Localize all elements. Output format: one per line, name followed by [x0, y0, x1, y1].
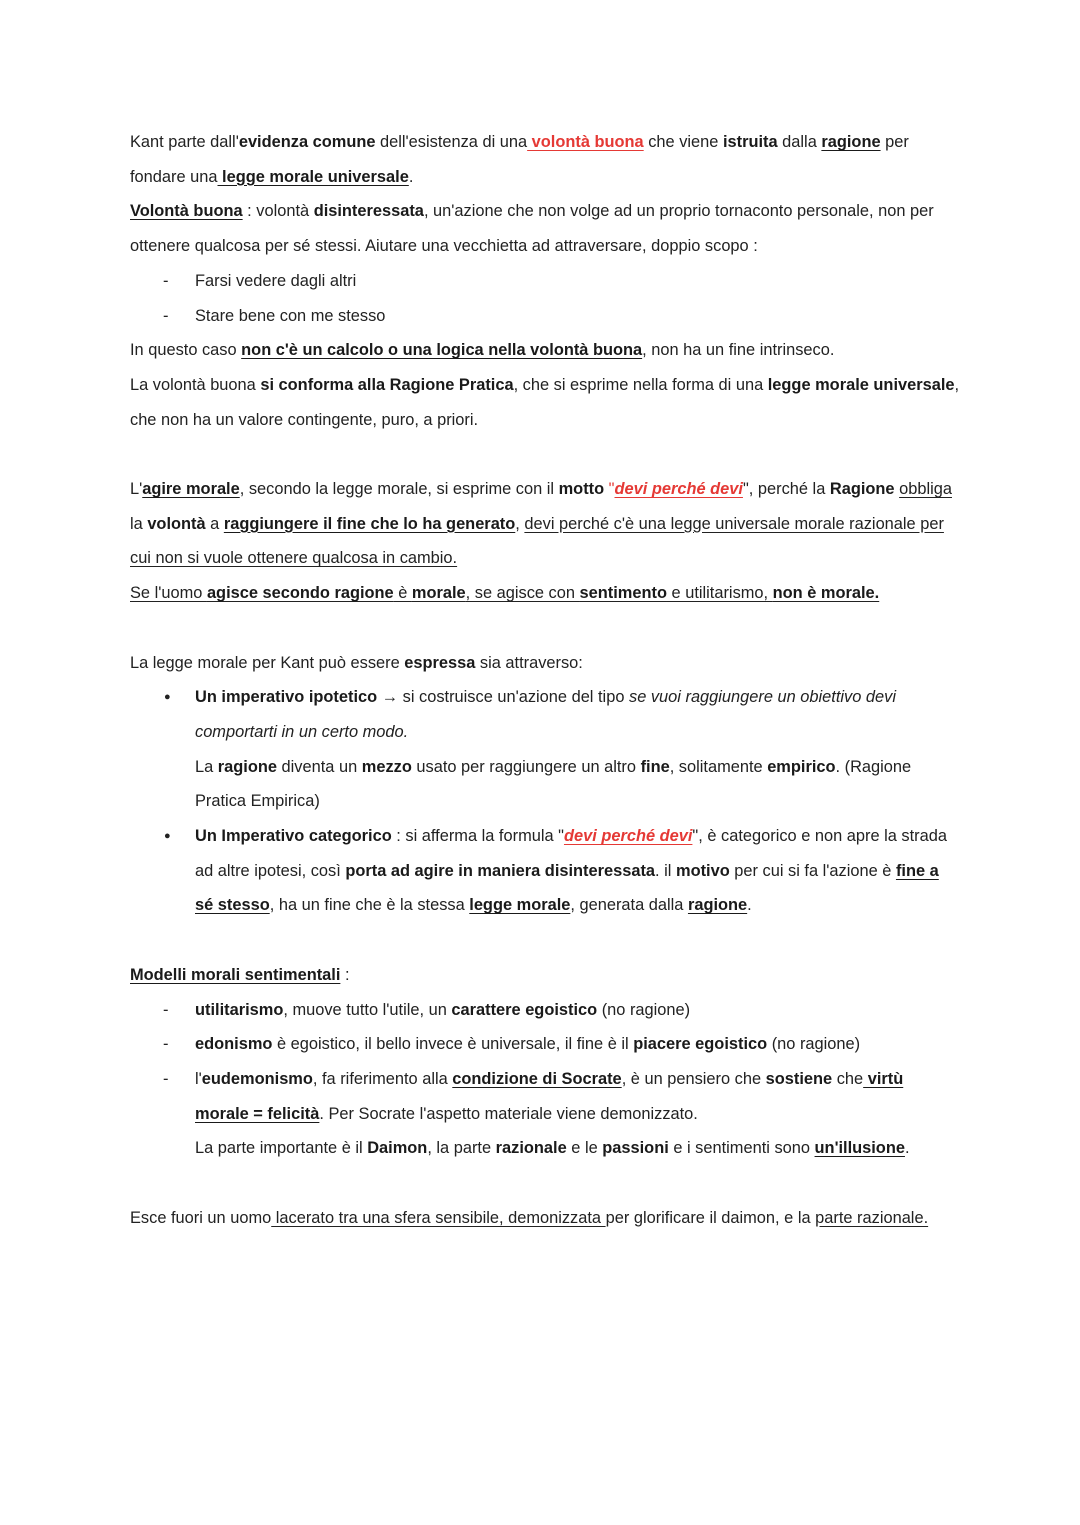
bold-text: motivo	[676, 861, 730, 880]
underlined-text: lacerato tra una sfera sensibile, demonizzata	[271, 1208, 606, 1227]
list-item: - Farsi vedere dagli altri	[130, 264, 960, 299]
bold-text: disinteressata	[313, 202, 424, 221]
paragraph-ragione-pratica	[130, 368, 960, 437]
text: . il	[655, 861, 676, 880]
italic-text: se vuoi raggiungere un obiettivo devi comportarti in un certo modo.	[195, 688, 896, 741]
text: dell'esistenza di una	[375, 133, 528, 151]
highlight-formula: devi perché devi	[563, 827, 693, 846]
bold-text: ragione	[217, 757, 277, 776]
paragraph-volonta-buona	[130, 194, 960, 263]
text: , non ha un fine intrinseco.	[642, 341, 835, 360]
bold-text: motto	[558, 480, 605, 499]
spacer	[130, 437, 960, 472]
text: l'	[195, 1069, 202, 1088]
text: che	[832, 1069, 864, 1088]
bold-text: fine	[640, 757, 670, 776]
text: , se agisce con	[465, 584, 580, 603]
bold-underlined-text: raggiungere il fine che lo ha generato	[223, 514, 516, 533]
text: , che si esprime nella forma di una	[513, 375, 768, 394]
bold-text: edonismo	[195, 1035, 273, 1054]
text: (no ragione)	[767, 1035, 861, 1054]
bold-text: eudemonismo	[201, 1069, 313, 1088]
dash-list-scopo	[130, 264, 960, 333]
paragraph-calcolo	[130, 333, 960, 368]
bold-text: espressa	[404, 653, 476, 672]
text: La volontà buona	[130, 375, 261, 394]
text: a	[205, 514, 224, 533]
text: , muove tutto l'utile, un	[283, 1000, 452, 1019]
bold-underlined-text: un'illusione	[814, 1139, 905, 1158]
text: . (Ragione Pratica Empirica)	[195, 757, 912, 811]
text: .	[408, 167, 414, 186]
bold-text: empirico	[767, 757, 836, 776]
text: ", perché la	[742, 480, 830, 499]
bold-text: legge morale universale	[767, 375, 955, 394]
bold-underlined-text: non c'è un calcolo o una logica nella volontà buona	[241, 341, 643, 360]
text: → si costruisce un'azione del tipo	[377, 688, 629, 707]
bold-text: sentimento	[579, 584, 667, 603]
bold-text: passioni	[602, 1139, 669, 1158]
text: Se l'uomo	[130, 584, 207, 603]
text: . Per Socrate l'aspetto materiale viene demonizzato.	[319, 1104, 698, 1123]
text: è egoistico, il bello invece è universale, il fine è il	[272, 1035, 634, 1054]
text: , solitamente	[669, 757, 768, 776]
bullet-list-imperativi	[130, 680, 960, 923]
paragraph-agire-morale	[130, 472, 960, 576]
text: , che non ha un valore contingente, puro, a priori.	[130, 375, 960, 429]
bold-text: si conforma alla Ragione Pratica	[260, 375, 514, 394]
text: : si afferma la formula "	[391, 827, 564, 846]
text: , è un pensiero che	[621, 1069, 766, 1088]
highlight-motto: devi perché devi	[614, 480, 743, 499]
text: , ha un fine che è la stessa	[269, 896, 470, 915]
text: : volontà	[242, 202, 314, 221]
text: , secondo la legge morale, si esprime con il	[239, 480, 559, 499]
text: , la parte	[427, 1139, 496, 1158]
paragraph-modelli-morali	[130, 958, 960, 993]
bold-text: Ragione	[829, 480, 895, 499]
text: La legge morale per Kant può essere	[130, 653, 405, 672]
text: per glorificare il daimon, e la	[605, 1208, 816, 1227]
document-page	[130, 125, 960, 1235]
bold-text: istruita	[722, 133, 778, 151]
bold-text: evidenza comune	[238, 133, 376, 151]
text: La parte importante è il	[195, 1139, 368, 1158]
bold-underlined-text: virtù morale = felicità	[195, 1069, 904, 1123]
highlight-volonta-buona: volontà buona	[527, 133, 644, 151]
text: .	[747, 896, 752, 915]
spacer	[130, 611, 960, 646]
text: e le	[566, 1139, 603, 1158]
bold-text: volontà	[147, 514, 206, 533]
bold-text: morale	[411, 584, 466, 603]
text: è	[393, 584, 412, 603]
text: e i sentimenti sono	[668, 1139, 815, 1158]
text: per cui si fa l'azione è	[729, 861, 896, 880]
bold-text: Un Imperativo categorico	[195, 827, 392, 846]
bold-underlined-text: fine a sé stesso	[195, 861, 939, 915]
term-volonta-buona: Volontà buona	[130, 202, 243, 221]
list-item-imperativo-ipotetico	[130, 680, 960, 819]
bold-underlined-text: legge morale universale	[217, 167, 409, 186]
text: In questo caso	[130, 341, 242, 360]
bold-text: utilitarismo	[195, 1000, 284, 1019]
underlined-text: parte razionale.	[815, 1208, 929, 1227]
text: La	[195, 757, 218, 776]
text: per fondare una	[130, 133, 909, 186]
text: dalla	[777, 133, 822, 151]
text: L'	[130, 480, 143, 499]
text: :	[340, 965, 350, 984]
bold-text: non è morale.	[772, 584, 880, 603]
text: la	[130, 514, 148, 533]
text: "	[604, 480, 615, 499]
bold-text: carattere egoistico	[451, 1000, 598, 1019]
list-item-edonismo	[130, 1027, 960, 1062]
bold-text: razionale	[495, 1139, 567, 1158]
underlined-text: obbliga	[899, 480, 952, 499]
spacer	[130, 1166, 960, 1201]
underlined-text: devi perché c'è una legge universale morale razionale per cui non si vuole ottenere qualcosa in cambio.	[130, 514, 944, 568]
paragraph-legge-morale	[130, 646, 960, 681]
paragraph-intro	[130, 125, 960, 194]
bold-text: mezzo	[361, 757, 412, 776]
list-item-imperativo-categorico	[130, 819, 960, 923]
list-item: - Stare bene con me stesso	[130, 299, 960, 334]
text: che viene	[643, 133, 723, 151]
bold-underlined-text: ragione	[821, 133, 881, 151]
bold-text: porta ad agire in maniera disinteressata	[345, 861, 656, 880]
bold-underlined-text: agire morale	[142, 480, 240, 499]
bold-text: piacere egoistico	[633, 1035, 768, 1054]
bold-underlined-text: condizione di Socrate	[452, 1069, 622, 1088]
text: , un'azione che non volge ad un proprio tornaconto personale, non per ottenere qualcosa per sé stessi. Aiutare una vecchietta ad attraversare, doppio scopo :	[130, 202, 934, 256]
bold-underlined-text: legge morale	[469, 896, 571, 915]
text: , fa riferimento alla	[312, 1069, 453, 1088]
section-heading: Modelli morali sentimentali	[130, 965, 341, 984]
bold-text: sostiene	[765, 1069, 833, 1088]
spacer	[130, 923, 960, 958]
paragraph-conclusione	[130, 1201, 960, 1236]
bold-text: Un imperativo ipotetico	[195, 688, 378, 707]
bold-underlined-text: ragione	[687, 896, 748, 915]
text: , generata dalla	[570, 896, 688, 915]
text: Kant parte dall'	[130, 133, 239, 151]
list-item-eudemonismo	[130, 1062, 960, 1166]
bold-text: agisce secondo ragione	[206, 584, 394, 603]
paragraph-agisce-ragione	[130, 576, 960, 611]
text: usato per raggiungere un altro	[411, 757, 641, 776]
dash-list-modelli	[130, 993, 960, 1167]
text: sia attraverso:	[475, 653, 583, 672]
text: (no ragione)	[597, 1000, 691, 1019]
text: .	[904, 1139, 910, 1158]
text: ", è categorico e non apre la strada ad altre ipotesi, così	[195, 827, 947, 880]
list-item-utilitarismo	[130, 993, 960, 1028]
text: ,	[515, 514, 525, 533]
text: diventa un	[277, 757, 362, 776]
text: Esce fuori un uomo	[130, 1208, 272, 1227]
bold-text: Daimon	[367, 1139, 428, 1158]
text: e utilitarismo,	[666, 584, 773, 603]
